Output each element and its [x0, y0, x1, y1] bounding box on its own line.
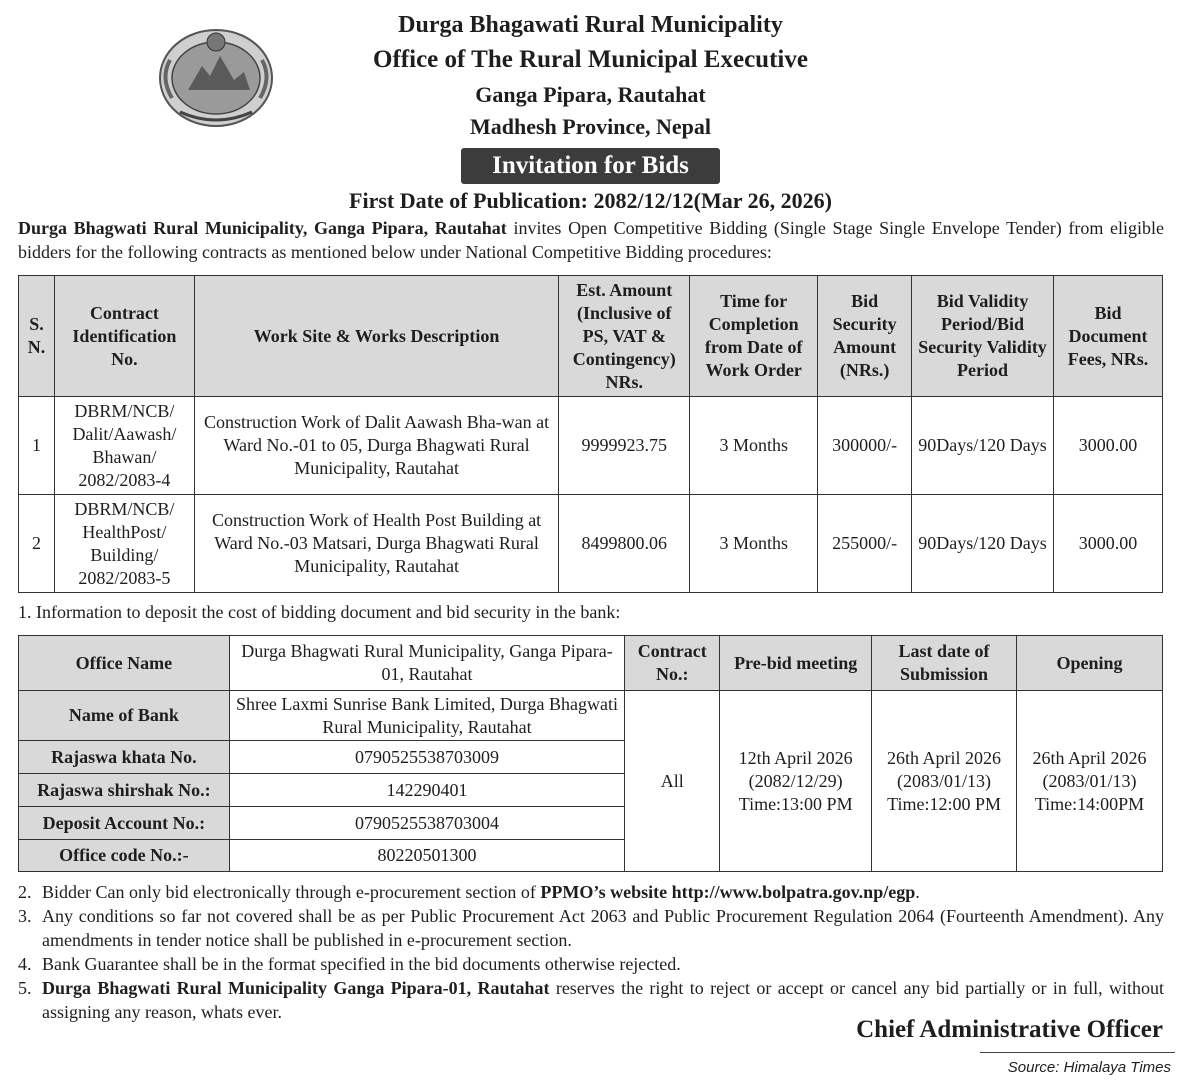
bank-name-label: Name of Bank: [19, 691, 230, 741]
table-row: [19, 495, 1163, 593]
intro-rest: invites Open Competitive Bidding (Single Stage Single Envelope Tender) from eligible bidders for the following contracts as mentioned below under National Competitive Bidding procedures:: [18, 218, 1165, 262]
last-date-value: [872, 691, 1017, 872]
table-cell: 3000.00: [1054, 397, 1163, 495]
column-header: S. N.: [19, 276, 55, 397]
column-header: Time for Completion from Date of Work Order: [690, 276, 818, 397]
column-header: Est. Amount (Inclusive of PS, VAT & Contingency) NRs.: [559, 276, 690, 397]
table-cell: 3000.00: [1054, 495, 1163, 593]
note-3: [18, 904, 1164, 952]
bank-info-table: [18, 635, 1163, 872]
note-text: Bank Guarantee shall be in the format specified in the bid documents otherwise rejected.: [42, 954, 681, 974]
table-cell: 90Days/120 Days: [912, 495, 1054, 593]
table-row: [19, 691, 1163, 741]
table-cell: Construction Work of Dalit Aawash Bha-wan at Ward No.-01 to 05, Durga Bhagwati Rural Municipality, Rautahat: [194, 397, 558, 495]
table-cell: 300000/-: [818, 397, 912, 495]
note-number: 2.: [18, 882, 32, 902]
column-header: Work Site & Works Description: [194, 276, 558, 397]
shirshak-value: 142290401: [229, 774, 625, 807]
opening-value: [1017, 691, 1163, 872]
open-date: 26th April 2026: [1032, 747, 1147, 768]
table-row: [19, 636, 1163, 691]
column-header: Bid Security Amount (NRs.): [818, 276, 912, 397]
note-text: Any conditions so far not covered shall be as per Public Procurement Act 2063 and Public Procurement Regulation 2064 (Fourteenth Amendment). Any amendments in tender notice shall be published in e-procurement section.: [42, 906, 1164, 950]
table-cell: 90Days/120 Days: [912, 397, 1054, 495]
contract-no-label: Contract No.:: [625, 636, 720, 691]
province-line: Madhesh Province, Nepal: [470, 114, 711, 139]
table-cell: DBRM/NCB/ HealthPost/ Building/ 2082/2083-5: [54, 495, 194, 593]
intro-paragraph: [18, 216, 1164, 264]
column-header: Bid Document Fees, NRs.: [1054, 276, 1163, 397]
note-2: [18, 880, 1164, 904]
note-number: 5.: [18, 978, 32, 998]
publication-date: First Date of Publication: 2082/12/12(Mar 26, 2026): [349, 188, 832, 213]
khata-value: 0790525538703009: [229, 741, 625, 774]
note-text: Durga Bhagwati Rural Municipality Ganga Pipara-01, Rautahat reserves the right to reject or accept or cancel any bid partially or in full, without assigning any reason, whats ever.: [42, 978, 1165, 1022]
table-cell: 2: [19, 495, 55, 593]
prebid-time: Time:13:00 PM: [738, 793, 853, 814]
prebid-value: [720, 691, 872, 872]
notice-title-banner: Invitation for Bids: [461, 148, 720, 184]
table-cell: Construction Work of Health Post Building at Ward No.-03 Matsari, Durga Bhagwati Rural Municipality, Rautahat: [194, 495, 558, 593]
last-date-label: Last date of Submission: [872, 636, 1017, 691]
open-time: Time:14:00PM: [1034, 793, 1145, 814]
prebid-label: Pre-bid meeting: [720, 636, 872, 691]
office-name: Office of The Rural Municipal Executive: [373, 46, 808, 73]
last-date: 26th April 2026: [887, 747, 1002, 768]
note-text: Bidder Can only bid electronically through e-procurement section of PPMO’s website http://www.bolpatra.gov.np/egp.: [42, 882, 920, 902]
table-cell: 3 Months: [690, 495, 818, 593]
shirshak-label: Rajaswa shirshak No.:: [19, 774, 230, 807]
signature-title: Chief Administrative Officer: [856, 1016, 1163, 1043]
deposit-value: 0790525538703004: [229, 807, 625, 840]
office-name-label: Office Name: [19, 636, 230, 691]
last-bs-date: (2083/01/13): [897, 770, 992, 791]
opening-label: Opening: [1017, 636, 1163, 691]
last-time: Time:12:00 PM: [887, 793, 1001, 814]
municipality-name: Durga Bhagawati Rural Municipality: [398, 12, 783, 38]
address-line: Ganga Pipara, Rautahat: [475, 82, 706, 107]
note-number: 4.: [18, 954, 32, 974]
note-number: 3.: [18, 906, 32, 926]
table-row: [19, 397, 1163, 495]
prebid-bs-date: (2082/12/29): [748, 770, 843, 791]
office-code-label: Office code No.:-: [19, 840, 230, 872]
contract-no-value: All: [625, 691, 720, 872]
notes-list: [18, 880, 1164, 1024]
table-cell: DBRM/NCB/ Dalit/Aawash/ Bhawan/ 2082/2083-4: [54, 397, 194, 495]
table-cell: 3 Months: [690, 397, 818, 495]
ppmo-website: PPMO’s website http://www.bolpatra.gov.np/egp: [540, 882, 916, 902]
table-cell: 8499800.06: [559, 495, 690, 593]
table-cell: 255000/-: [818, 495, 912, 593]
bank-name-value: Shree Laxmi Sunrise Bank Limited, Durga Bhagwati Rural Municipality, Rautahat: [229, 691, 625, 741]
note-4: [18, 952, 1164, 976]
office-name-value: Durga Bhagwati Rural Municipality, Ganga Pipara-01, Rautahat: [229, 636, 625, 691]
table-header-row: [19, 276, 1163, 397]
intro-bold: Durga Bhagwati Rural Municipality, Ganga Pipara, Rautahat: [18, 218, 507, 238]
deposit-label: Deposit Account No.:: [19, 807, 230, 840]
open-bs-date: (2083/01/13): [1042, 770, 1137, 791]
note-1: 1. Information to deposit the cost of bidding document and bid security in the bank:: [18, 602, 621, 622]
khata-label: Rajaswa khata No.: [19, 741, 230, 774]
table-cell: 9999923.75: [559, 397, 690, 495]
prebid-date: 12th April 2026: [738, 747, 853, 768]
table-cell: 1: [19, 397, 55, 495]
column-header: Bid Validity Period/Bid Security Validity Period: [912, 276, 1054, 397]
office-code-value: 80220501300: [229, 840, 625, 872]
source-credit: Source: Himalaya Times: [1007, 1059, 1171, 1076]
contracts-table: [18, 275, 1163, 593]
column-header: Contract Identification No.: [54, 276, 194, 397]
source-divider: [980, 1052, 1175, 1053]
